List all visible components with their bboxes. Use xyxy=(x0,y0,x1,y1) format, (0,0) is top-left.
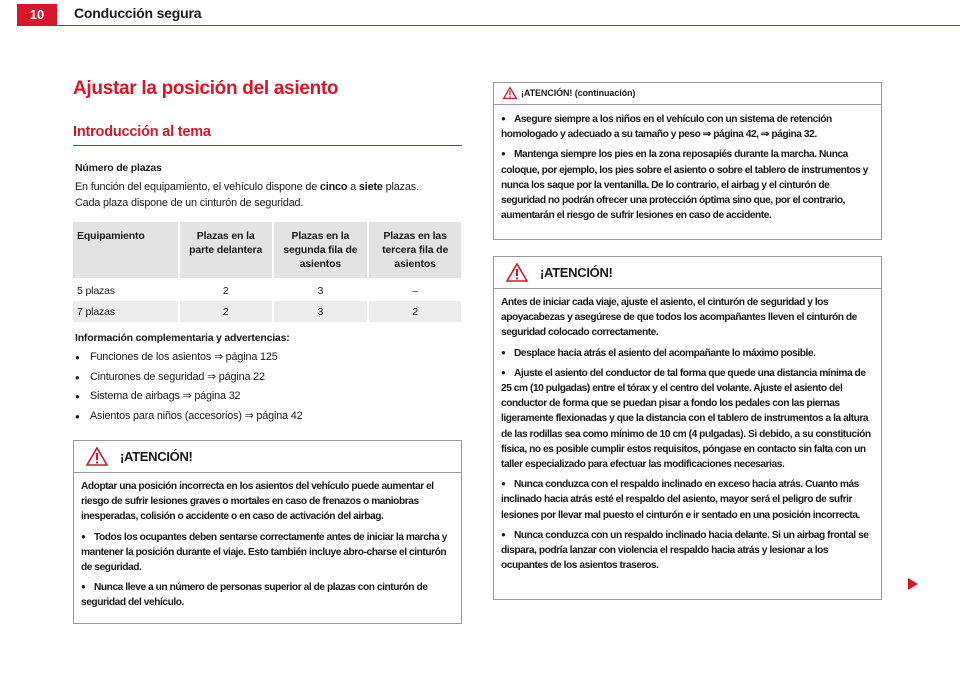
warning-bullet: ● Todos los ocupantes deben sentarse correctamente antes de iniciar la marcha y mantener la posición durante el viaje. Esto también incluye abro-charse el cinturón de seguridad. xyxy=(81,531,447,574)
info-heading: Información complementaria y advertencias: xyxy=(75,332,290,344)
section-title: Conducción segura xyxy=(74,5,202,21)
warning-triangle-icon xyxy=(86,447,108,466)
table-cell: 2 xyxy=(179,280,273,301)
warning-bullet-text: Mantenga siempre los pies en la zona reposapiés durante la marcha. Nunca coloque, por ejemplo, los pies sobre el asiento o sobre el tablero de instrumentos y nunca los saque por la ventanilla. De lo contrario, el airbag y el cinturón de seguridad no podrán ofrecer una protección óptima sino que, por el contrario, aumentarán el riesgo de sufrir lesiones en caso de accidente. xyxy=(501,149,868,222)
warning-bullet-text: Desplace hacia atrás el asiento del acompañante lo máximo posible. xyxy=(514,347,816,359)
seats-paragraph xyxy=(75,179,465,211)
warning-bullet-text: Nunca conduzca con el respaldo inclinado en exceso hacia atrás. Cuanto más inclinado hacia atrás esté el respaldo del asiento, mayor será el peligro de sufrir lesiones por llevar mal puesto el cinturón e ir sentado en una posición incorrecta. xyxy=(501,479,860,521)
warning-triangle-icon xyxy=(503,87,517,99)
table-header-cell: Equipamiento xyxy=(73,222,179,278)
table-cell: 2 xyxy=(368,301,461,322)
warning-header xyxy=(494,83,881,105)
warning-bullet: ● Nunca lleve a un número de personas superior al de plazas con cinturón de seguridad del vehículo. xyxy=(81,582,428,609)
warning-box-right xyxy=(493,256,882,600)
seats-text: Cada plaza dispone de un cinturón de seguridad. xyxy=(75,197,304,209)
page-number: 10 xyxy=(17,4,57,26)
seats-min: cinco xyxy=(319,181,348,193)
section-subtitle: Introducción al tema xyxy=(73,124,211,140)
warning-body xyxy=(494,289,881,573)
page-title: Ajustar la posición del asiento xyxy=(73,78,339,99)
warning-bullet: ● Desplace hacia atrás el asiento del acompañante lo máximo posible. xyxy=(501,347,816,359)
warning-bullet: ● Nunca conduzca con el respaldo inclinado en exceso hacia atrás. Cuanto más inclinado hacia atrás esté el respaldo del asiento, mayor será el peligro de sufrir lesiones por llevar mal puesto el cinturón e ir sentado en una posición incorrecta. xyxy=(501,479,860,521)
warning-header xyxy=(494,257,881,289)
warning-box-left xyxy=(73,440,462,624)
warning-box-continued xyxy=(493,82,882,240)
warning-body xyxy=(494,105,881,223)
table-row xyxy=(73,280,461,301)
warning-title: ¡ATENCIÓN! (continuación) xyxy=(521,88,636,98)
seats-text: a xyxy=(347,181,359,193)
table-row xyxy=(73,301,461,322)
table-header-cell: Plazas en las tercera fila de asientos xyxy=(368,222,461,278)
warning-bullet-text: Todos los ocupantes deben sentarse correctamente antes de iniciar la marcha y mantener la posición durante el viaje. Esto también incluye abro-charse el cinturón de seguridad. xyxy=(81,531,447,574)
header-rule xyxy=(57,25,960,26)
warning-bullet-text: Asegure siempre a los niños en el vehículo con un sistema de retención homologado y adecuado a su tamaño y peso ⇒ página 42, ⇒ página 32. xyxy=(501,114,832,141)
warning-bullet-text: Ajuste el asiento del conductor de tal forma que quede una distancia mínima de 25 cm (10 pulgadas) entre el tórax y el centro del volante. Ajuste el asiento del conductor de forma que se puedan pisar a fondo los pedales con las piernas ligeramente flexionadas y que la distancia con el tablero de instrumentos a la altura de las rodillas sea como mínimo de 10 cm (4 pulgadas). Si debido, a su constitución física, no es posible cumplir estos requisitos, póngase en contacto sin falta con un taller especializado para efectuar las modificaciones necesarias. xyxy=(501,367,871,471)
warning-body xyxy=(74,473,461,611)
warning-bullet: ● Mantenga siempre los pies en la zona reposapiés durante la marcha. Nunca coloque, por ejemplo, los pies sobre el asiento o sobre el tablero de instrumentos y nunca los saque por la ventanilla. De lo contrario, el airbag y el cinturón de seguridad no podrán ofrecer una protección óptima sino que, por el contrario, aumentarán el riesgo de sufrir lesiones en caso de accidente. xyxy=(501,149,868,222)
continue-arrow-icon xyxy=(908,578,918,590)
list-item: ● Cinturones de seguridad ⇒ página 22 xyxy=(75,370,303,390)
warning-bullet-text: Nunca lleve a un número de personas superior al de plazas con cinturón de seguridad del vehículo. xyxy=(81,582,428,609)
list-item: ● Sistema de airbags ⇒ página 32 xyxy=(75,389,303,409)
table-cell: 2 xyxy=(179,301,273,322)
warning-intro: Adoptar una posición incorrecta en los asientos del vehículo puede aumentar el riesgo de sufrir lesiones graves o mortales en caso de frenazos o maniobras inesperadas, colisión o accidente o en caso de activación del airbag. xyxy=(81,481,434,523)
table-cell: 3 xyxy=(273,280,369,301)
table-header-cell: Plazas en la segunda fila de asientos xyxy=(273,222,369,278)
seats-table xyxy=(73,222,462,322)
list-item: ● Asientos para niños (accesorios) ⇒ página 42 xyxy=(75,409,303,429)
seats-heading: Número de plazas xyxy=(75,162,162,174)
page-header xyxy=(0,0,960,28)
seats-text: En función del equipamiento, el vehículo dispone de xyxy=(75,181,320,193)
warning-bullet-text: Nunca conduzca con un respaldo inclinado hacia delante. Si un airbag frontal se dispara, podría lanzar con violencia el respaldo hacia atrás y lesionar a los ocupantes de los asientos traseros. xyxy=(501,529,869,572)
info-list xyxy=(75,350,303,428)
warning-triangle-icon xyxy=(506,263,528,282)
table-header-cell: Plazas en la parte delantera xyxy=(179,222,273,278)
table-cell: 7 plazas xyxy=(73,301,179,322)
table-cell: – xyxy=(368,280,461,301)
warning-title: ¡ATENCIÓN! xyxy=(120,449,193,464)
subtitle-rule xyxy=(73,145,462,146)
warning-bullet: ● Ajuste el asiento del conductor de tal forma que quede una distancia mínima de 25 cm (10 pulgadas) entre el tórax y el centro del volante. Ajuste el asiento del conductor de forma que se puedan pisar a fondo los pedales con las piernas ligeramente flexionadas y que la distancia con el tablero de instrumentos a la altura de las rodillas sea como mínimo de 10 cm (4 pulgadas). Si debido, a su constitución física, no es posible cumplir estos requisitos, póngase en contacto sin falta con un taller especializado para efectuar las modificaciones necesarias. xyxy=(501,367,871,471)
seats-text: plazas. xyxy=(382,181,419,193)
table-cell: 3 xyxy=(273,301,369,322)
list-item: ● Funciones de los asientos ⇒ página 125 xyxy=(75,350,303,370)
warning-intro: Antes de iniciar cada viaje, ajuste el asiento, el cinturón de seguridad y los apoyacabezas y asegúrese de que todos los acompañantes lleven el cinturón de seguridad colocado correctamente. xyxy=(501,297,857,339)
warning-header xyxy=(74,441,461,473)
warning-title: ¡ATENCIÓN! xyxy=(540,265,613,280)
warning-bullet: ● Nunca conduzca con un respaldo inclinado hacia delante. Si un airbag frontal se dispara, podría lanzar con violencia el respaldo hacia atrás y lesionar a los ocupantes de los asientos traseros. xyxy=(501,529,869,572)
table-cell: 5 plazas xyxy=(73,280,179,301)
warning-bullet: ● Asegure siempre a los niños en el vehículo con un sistema de retención homologado y adecuado a su tamaño y peso ⇒ página 42, ⇒ página 32. xyxy=(501,114,832,141)
seats-max: siete xyxy=(358,181,383,193)
